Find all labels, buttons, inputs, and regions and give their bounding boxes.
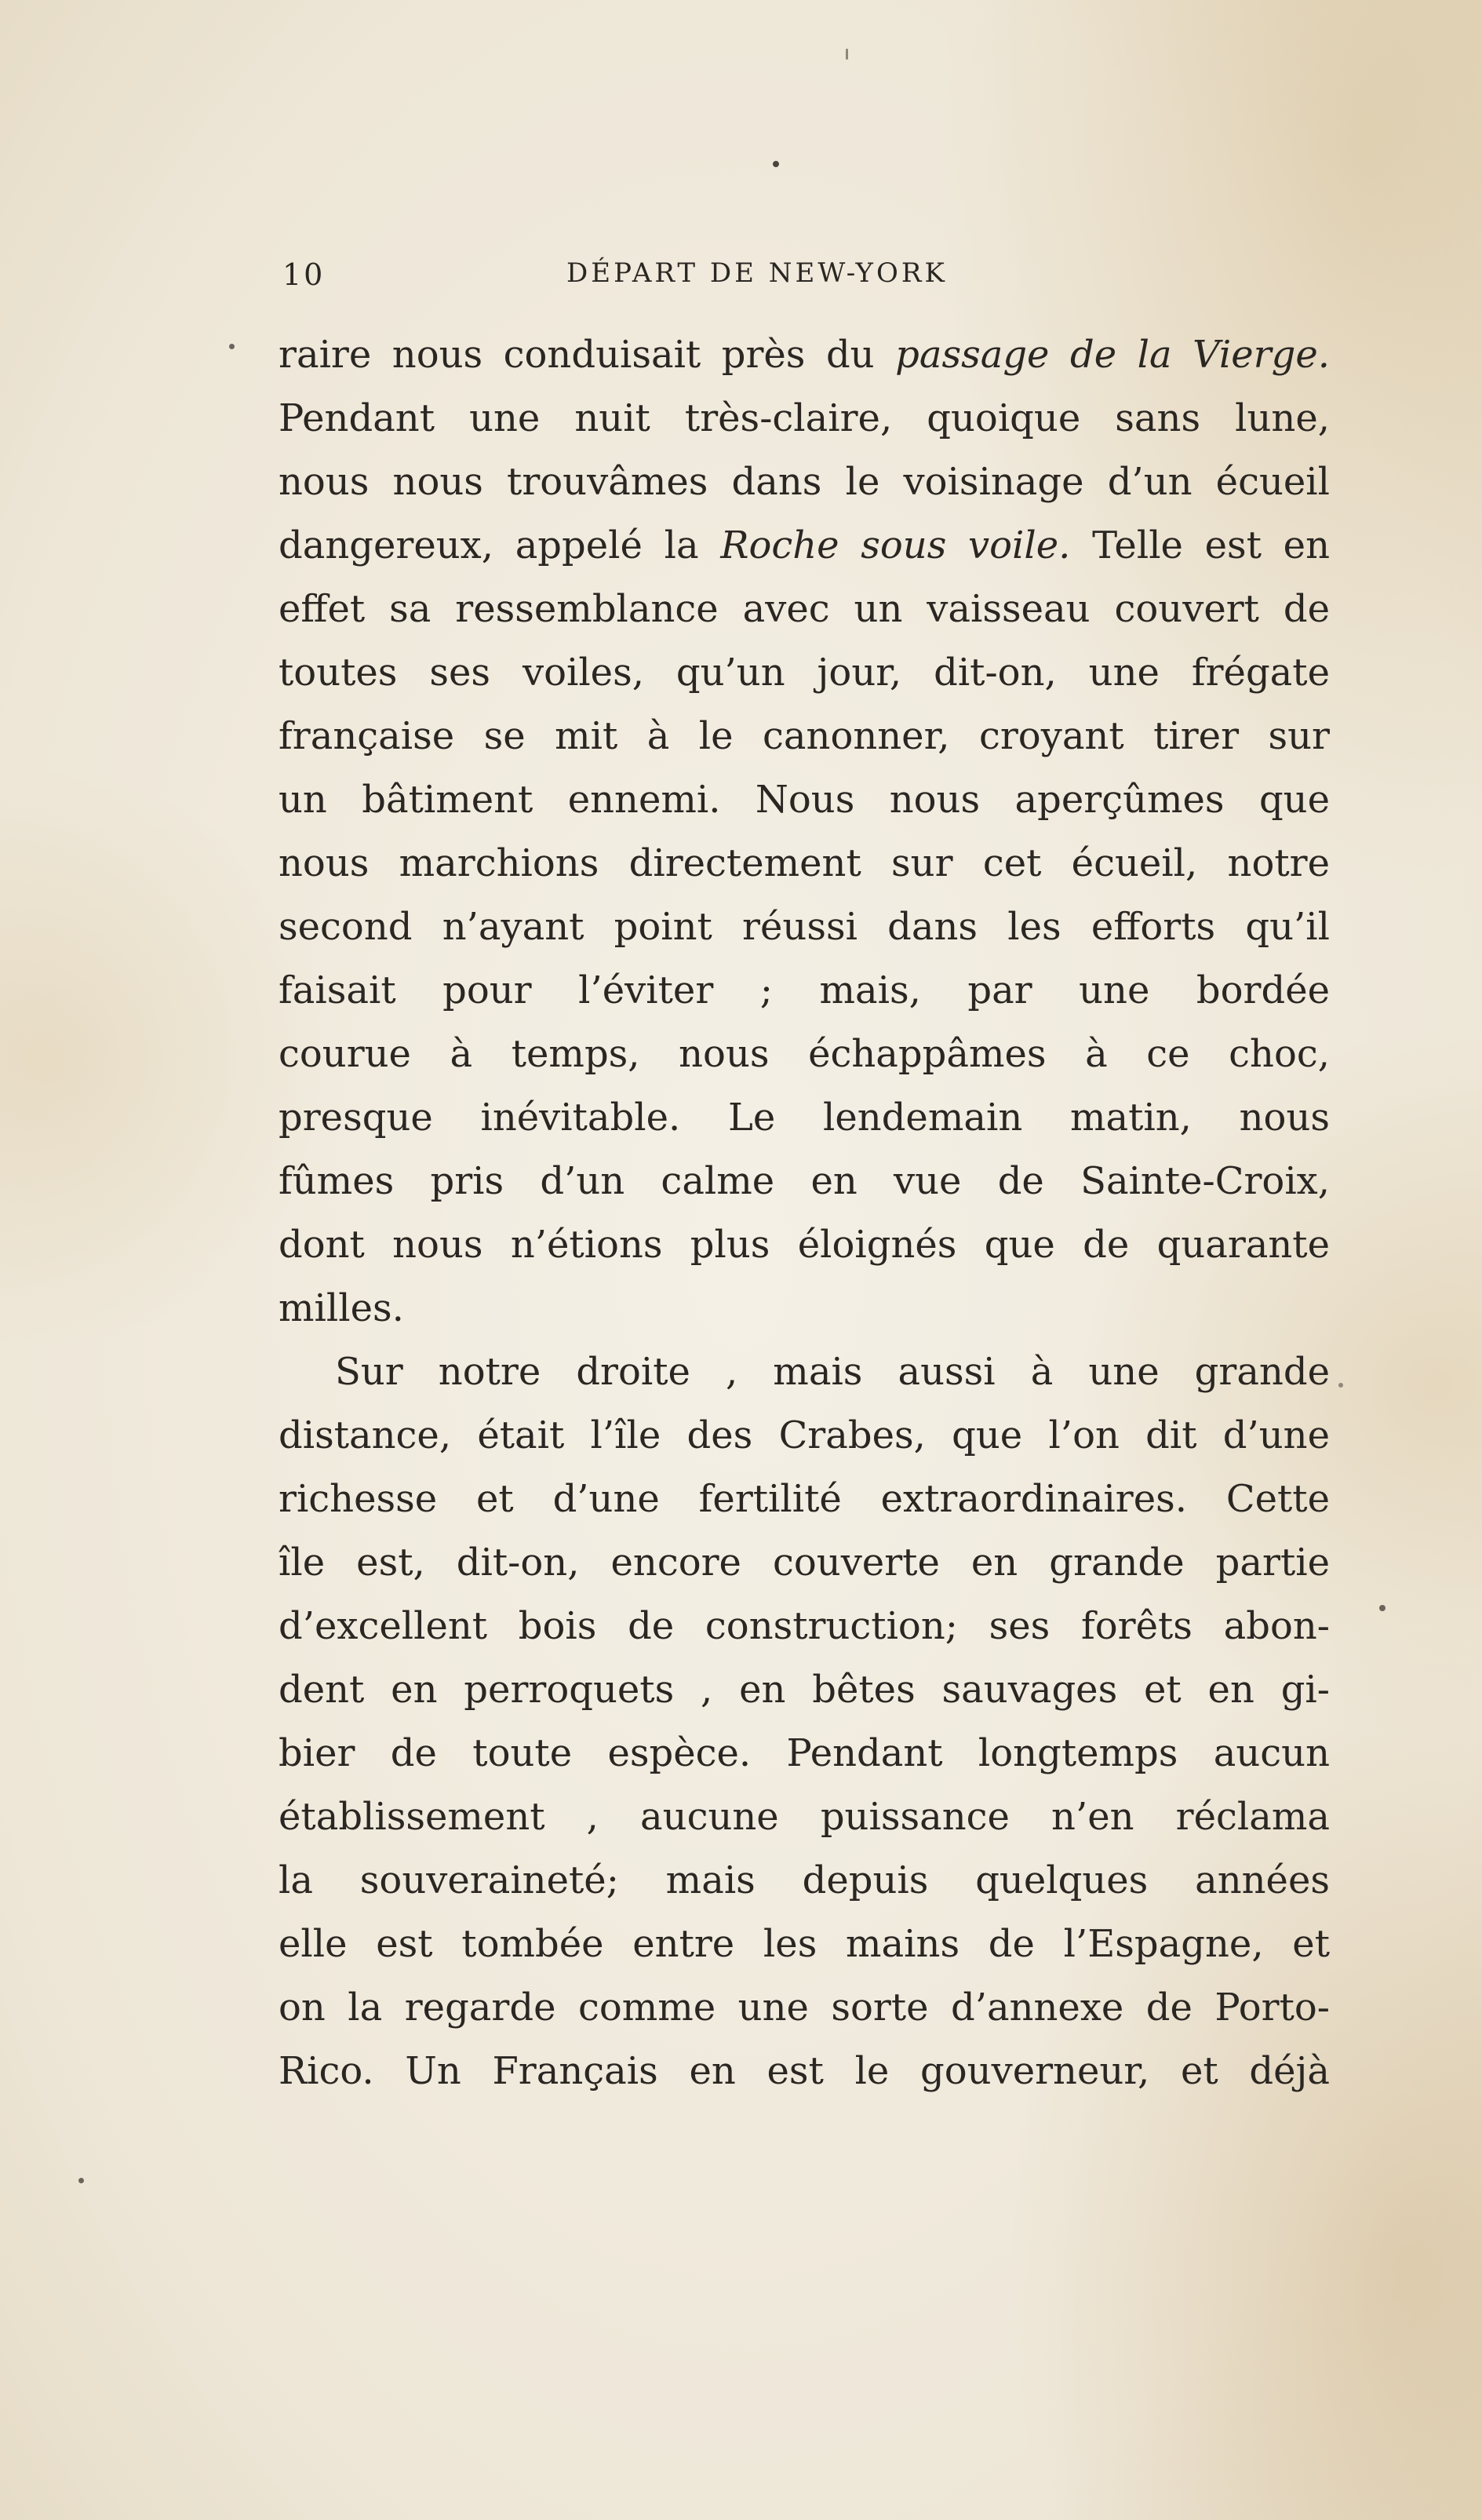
text-line: Rico. Un Français en est le gouverneur, et déjà bbox=[279, 2049, 1330, 2093]
text-line: dont nous n’étions plus éloignés que de quarante bbox=[279, 1223, 1330, 1267]
text-line: française se mit à le canonner, croyant tirer sur bbox=[279, 714, 1330, 758]
ink-speck bbox=[229, 344, 235, 349]
text-line: dent en perroquets , en bêtes sauvages et en gi- bbox=[279, 1668, 1330, 1712]
text-line: distance, était l’île des Crabes, que l’on dit d’une bbox=[279, 1413, 1330, 1457]
text-line: établissement , aucune puissance n’en réclama bbox=[279, 1795, 1330, 1839]
text-line: presque inévitable. Le lendemain matin, nous bbox=[279, 1096, 1330, 1140]
text-line: effet sa ressemblance avec un vaisseau couvert de bbox=[279, 587, 1330, 631]
text-line: île est, dit-on, encore couverte en grande partie bbox=[279, 1541, 1330, 1585]
text-line: toutes ses voiles, qu’un jour, dit-on, une frégate bbox=[279, 651, 1330, 695]
paragraph-end-line: milles. bbox=[279, 1286, 404, 1330]
text-line: d’excellent bois de construction; ses forêts abon- bbox=[279, 1604, 1330, 1648]
text-line: Pendant une nuit très-claire, quoique sans lune, bbox=[279, 396, 1330, 440]
text-line: richesse et d’une fertilité extraordinaires. Cette bbox=[279, 1477, 1330, 1521]
text-line: elle est tombée entre les mains de l’Espagne, et bbox=[279, 1922, 1330, 1966]
text-line: bier de toute espèce. Pendant longtemps aucun bbox=[279, 1731, 1330, 1775]
text-segment: dangereux, appelé la bbox=[279, 523, 721, 567]
paragraph-start-line: Sur notre droite , mais aussi à une grande bbox=[335, 1350, 1330, 1394]
text-line bbox=[279, 323, 1330, 387]
running-title: DÉPART DE NEW-YORK bbox=[566, 257, 948, 289]
text-line: courue à temps, nous échappâmes à ce choc, bbox=[279, 1032, 1330, 1076]
text-line: nous nous trouvâmes dans le voisinage d’un écueil bbox=[279, 460, 1330, 504]
text-line: nous marchions directement sur cet écueil, notre bbox=[279, 841, 1330, 885]
ink-speck bbox=[773, 161, 779, 167]
text-line: on la regarde comme une sorte d’annexe de Porto- bbox=[279, 1986, 1330, 2029]
italic-place-name: passage de la Vierge. bbox=[895, 333, 1330, 377]
text-line: faisait pour l’éviter ; mais, par une bordée bbox=[279, 968, 1330, 1012]
ink-speck bbox=[1379, 1605, 1386, 1611]
ink-speck bbox=[846, 49, 848, 60]
ink-speck bbox=[1338, 1383, 1343, 1388]
text-line: fûmes pris d’un calme en vue de Sainte-Croix, bbox=[279, 1159, 1330, 1203]
text-line: second n’ayant point réussi dans les efforts qu’il bbox=[279, 905, 1330, 949]
text-line: la souveraineté; mais depuis quelques années bbox=[279, 1858, 1330, 1902]
text-segment: raire nous conduisait près du bbox=[279, 333, 896, 377]
italic-rock-name: Roche sous voile. bbox=[720, 523, 1071, 567]
page-header bbox=[282, 257, 1334, 297]
text-segment: Telle est en bbox=[1070, 523, 1331, 567]
text-line bbox=[279, 514, 1330, 578]
text-line: un bâtiment ennemi. Nous nous aperçûmes que bbox=[279, 778, 1330, 822]
page-number: 10 bbox=[282, 257, 326, 292]
body-text bbox=[279, 323, 1330, 2103]
ink-speck bbox=[78, 2178, 84, 2183]
